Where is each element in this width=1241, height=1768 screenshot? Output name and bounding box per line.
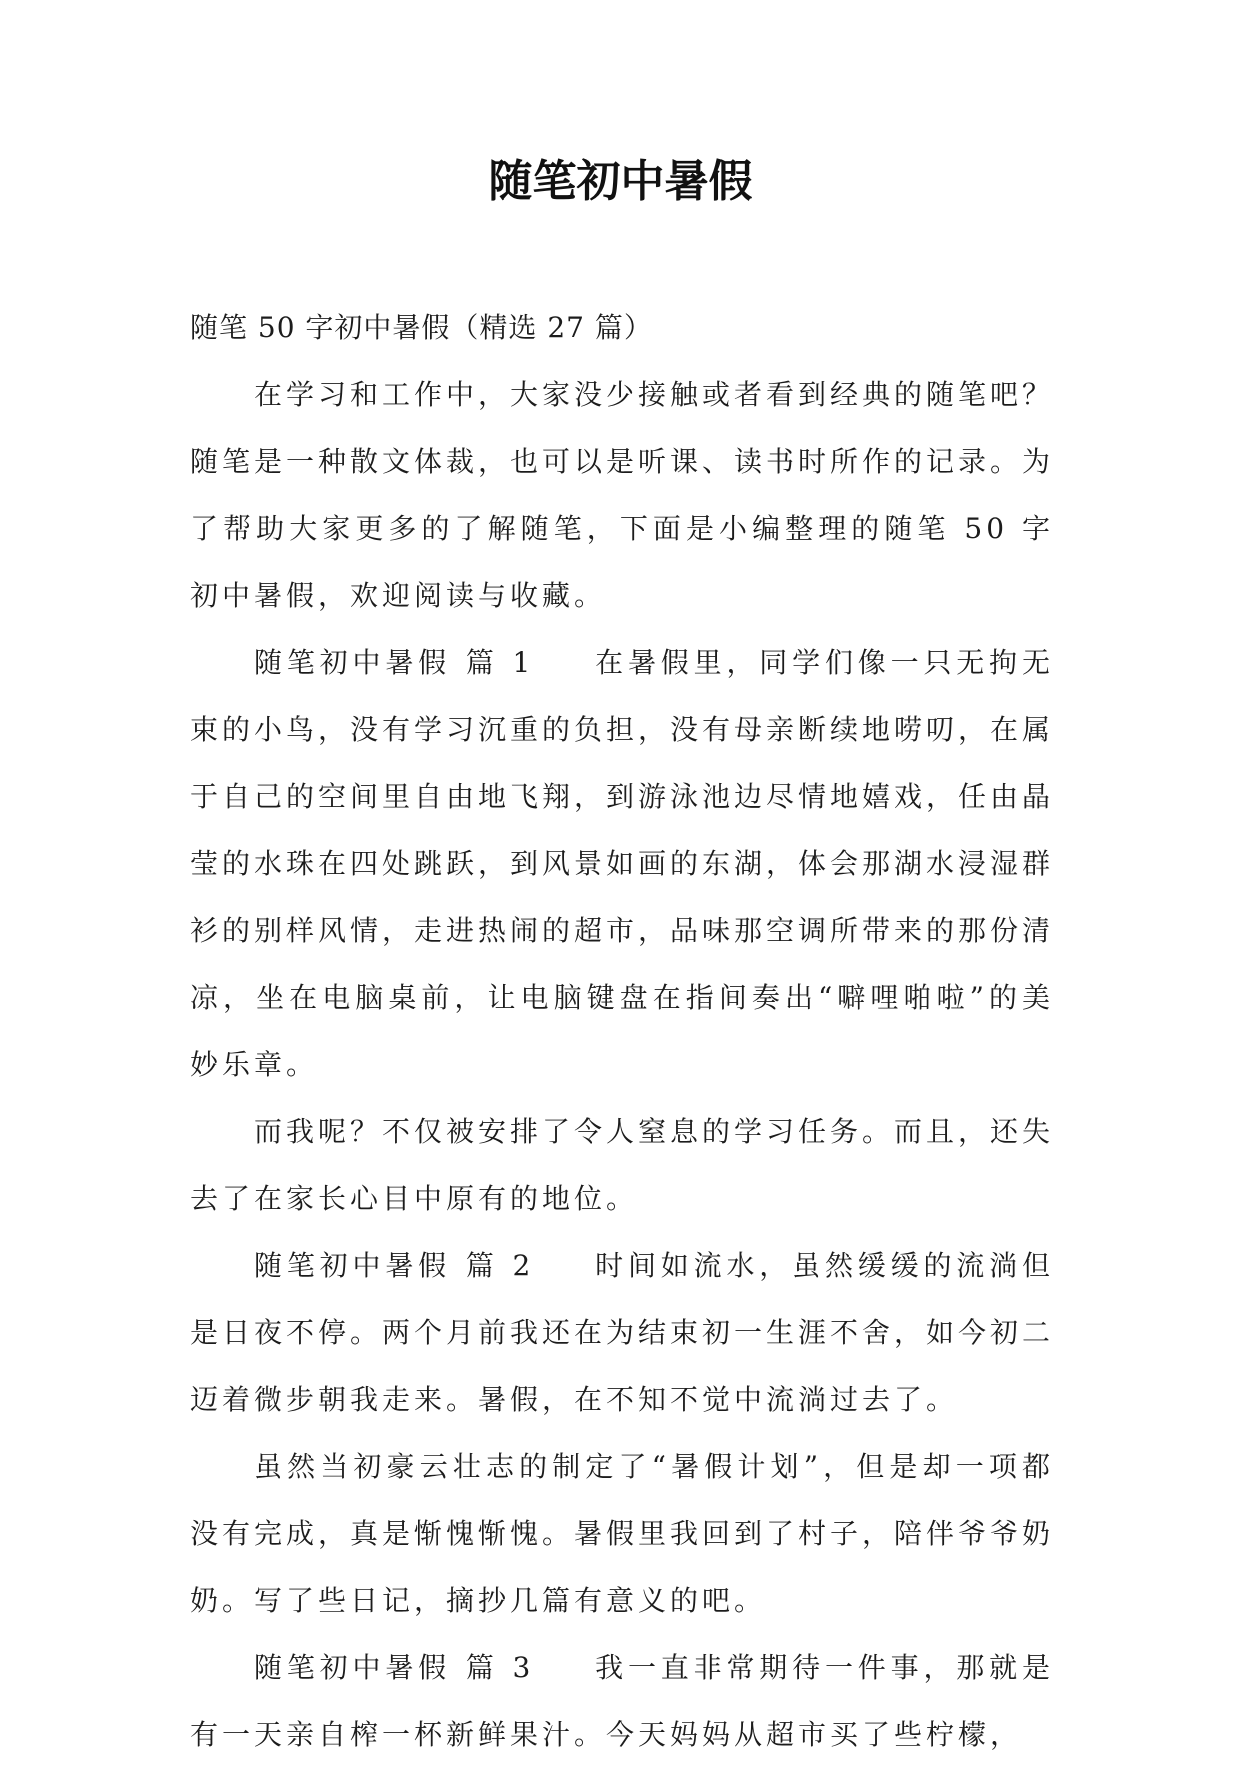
section-2-heading: 随笔初中暑假	[254, 1249, 452, 1282]
section-3-number: 篇 3	[465, 1651, 535, 1684]
section-2-paragraph-1: 时间如流水，虽然缓缓的流淌但是日夜不停。两个月前我还在为结束初一生涯不舍，如今初二迈着微步朝我走来。暑假，在不知不觉中流淌过去了。	[190, 1249, 1055, 1416]
section-1-first-paragraph	[190, 629, 1054, 1098]
section-3-first-paragraph	[190, 1634, 1054, 1768]
section-1-paragraph-2: 而我呢？不仅被安排了令人窒息的学习任务。而且，还失去了在家长心目中原有的地位。	[190, 1115, 1055, 1215]
section-2-number: 篇 2	[465, 1249, 535, 1282]
document-subtitle: 随笔 50 字初中暑假（精选 27 篇）	[190, 311, 653, 344]
section-2-paragraph-2: 虽然当初豪云壮志的制定了“暑假计划”，但是却一项都没有完成，真是惭愧惭愧。暑假里我回到了村子，陪伴爷爷奶奶。写了些日记，摘抄几篇有意义的吧。	[190, 1450, 1055, 1617]
intro-paragraph: 在学习和工作中，大家没少接触或者看到经典的随笔吧？随笔是一种散文体裁，也可以是听课、读书时所作的记录。为了帮助大家更多的了解随笔，下面是小编整理的随笔 50 字初中暑假，欢迎阅读与收藏。	[190, 378, 1055, 612]
section-3-heading: 随笔初中暑假	[254, 1651, 452, 1684]
document-body	[190, 294, 1054, 1768]
section-1-heading: 随笔初中暑假	[254, 646, 452, 679]
section-1-paragraph-1: 在暑假里，同学们像一只无拘无束的小鸟，没有学习沉重的负担，没有母亲断续地唠叨，在属于自己的空间里自由地飞翔，到游泳池边尽情地嬉戏，任由晶莹的水珠在四处跳跃，到风景如画的东湖，体会那湖水浸湿群衫的别样风情，走进热闹的超市，品味那空调所带来的那份清凉，坐在电脑桌前，让电脑键盘在指间奏出“噼哩啪啦”的美妙乐章。	[190, 646, 1055, 1081]
section-2-first-paragraph	[190, 1232, 1054, 1433]
section-3-paragraph-1: 我一直非常期待一件事，那就是有一天亲自榨一杯新鲜果汁。今天妈妈从超市买了些柠檬，	[190, 1651, 1054, 1751]
section-1-number: 篇 1	[465, 646, 535, 679]
document-title: 随笔初中暑假	[488, 156, 753, 207]
